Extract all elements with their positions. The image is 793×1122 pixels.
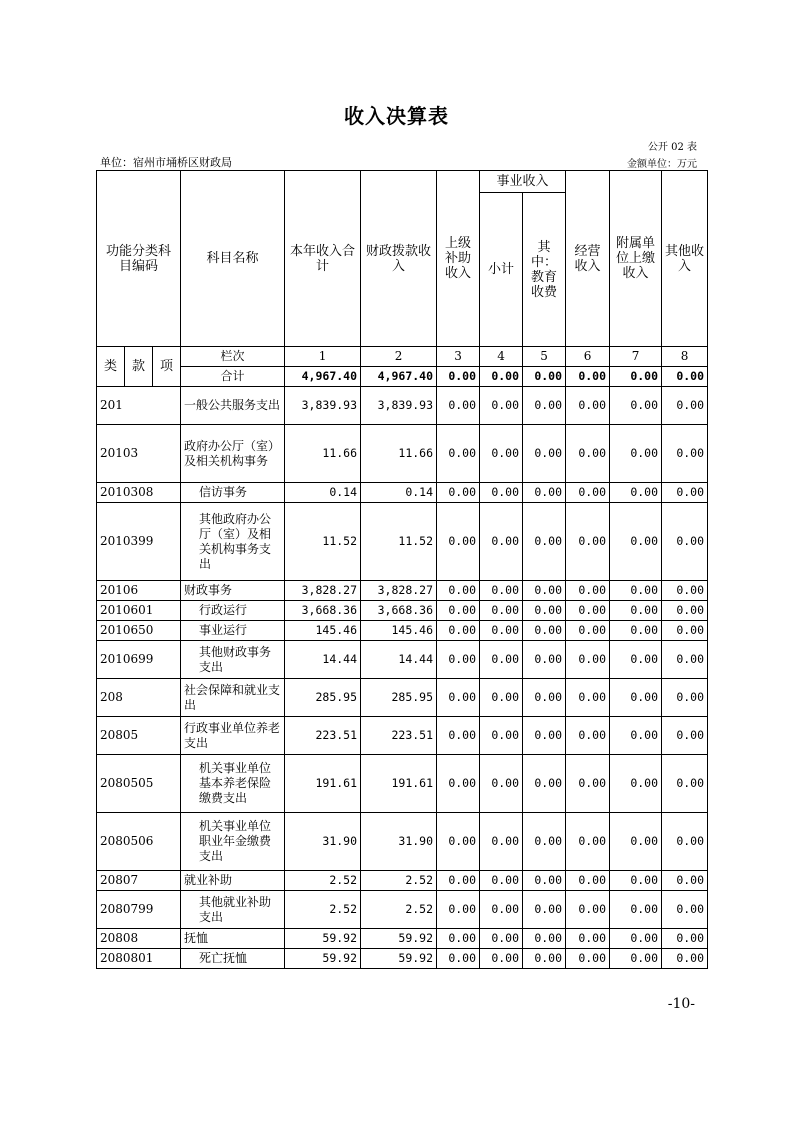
- header-superior: 上级补助收入: [437, 171, 480, 347]
- row-value: 0.00: [566, 717, 610, 755]
- row-value: 0.00: [566, 871, 610, 891]
- col-number-4: 4: [480, 347, 523, 367]
- row-value: 0.00: [523, 813, 566, 871]
- total-value: 0.00: [662, 367, 708, 387]
- header-shiye-group: 事业收入: [480, 171, 566, 193]
- row-value: 2.52: [285, 871, 361, 891]
- row-value: 59.92: [285, 929, 361, 949]
- total-value: 0.00: [523, 367, 566, 387]
- row-value: 0.00: [662, 387, 708, 425]
- row-value: 14.44: [285, 641, 361, 679]
- row-name: 死亡抚恤: [181, 949, 285, 969]
- row-value: 0.00: [662, 891, 708, 929]
- row-value: 11.66: [361, 425, 437, 483]
- row-name: 信访事务: [181, 483, 285, 503]
- row-code: 20808: [97, 929, 181, 949]
- row-code: 20807: [97, 871, 181, 891]
- row-value: 0.00: [566, 601, 610, 621]
- row-value: 0.00: [480, 581, 523, 601]
- page-number: -10-: [667, 996, 695, 1012]
- row-value: 11.52: [361, 503, 437, 581]
- row-value: 0.00: [662, 601, 708, 621]
- header-row-1: [97, 171, 708, 193]
- row-name: 机关事业单位职业年金缴费支出: [181, 813, 285, 871]
- row-value: 0.00: [523, 601, 566, 621]
- income-final-accounts-table: [96, 170, 708, 969]
- table-row: [97, 425, 708, 483]
- row-value: 0.00: [437, 891, 480, 929]
- table-row: [97, 483, 708, 503]
- row-name: 就业补助: [181, 871, 285, 891]
- col-number-8: 8: [662, 347, 708, 367]
- row-value: 0.00: [610, 949, 662, 969]
- form-number: 公开 02 表: [647, 142, 697, 153]
- row-value: 191.61: [285, 755, 361, 813]
- row-value: 11.66: [285, 425, 361, 483]
- row-code: 208: [97, 679, 181, 717]
- row-value: 0.00: [662, 581, 708, 601]
- row-value: 2.52: [285, 891, 361, 929]
- row-code: 2080801: [97, 949, 181, 969]
- table-row: [97, 621, 708, 641]
- row-value: 0.00: [437, 387, 480, 425]
- row-value: 0.00: [662, 425, 708, 483]
- row-value: 0.00: [437, 621, 480, 641]
- row-value: 0.00: [480, 425, 523, 483]
- row-value: 0.00: [610, 717, 662, 755]
- col-number-1: 1: [285, 347, 361, 367]
- row-code: 2080799: [97, 891, 181, 929]
- row-code: 20106: [97, 581, 181, 601]
- header-operating: 经营收入: [566, 171, 610, 347]
- row-value: 0.00: [610, 871, 662, 891]
- total-value: 0.00: [480, 367, 523, 387]
- row-value: 0.00: [610, 813, 662, 871]
- col-number-5: 5: [523, 347, 566, 367]
- row-name: 其他财政事务支出: [181, 641, 285, 679]
- row-value: 0.00: [662, 621, 708, 641]
- row-value: 0.00: [437, 425, 480, 483]
- row-value: 0.00: [662, 871, 708, 891]
- header-row-3: [97, 347, 708, 367]
- row-value: 59.92: [361, 949, 437, 969]
- row-value: 0.00: [480, 601, 523, 621]
- row-value: 3,828.27: [285, 581, 361, 601]
- row-value: 0.00: [566, 425, 610, 483]
- row-value: 0.00: [566, 755, 610, 813]
- row-code: 2010601: [97, 601, 181, 621]
- row-value: 0.00: [566, 679, 610, 717]
- row-value: 3,668.36: [285, 601, 361, 621]
- table-row: [97, 387, 708, 425]
- row-name: 行政运行: [181, 601, 285, 621]
- col-number-2: 2: [361, 347, 437, 367]
- row-code: 2010399: [97, 503, 181, 581]
- row-name: 社会保障和就业支出: [181, 679, 285, 717]
- row-value: 11.52: [285, 503, 361, 581]
- header-affiliated: 附属单位上缴收入: [610, 171, 662, 347]
- row-value: 0.00: [523, 387, 566, 425]
- row-name: 一般公共服务支出: [181, 387, 285, 425]
- row-code: 20103: [97, 425, 181, 483]
- row-value: 223.51: [285, 717, 361, 755]
- row-value: 0.00: [566, 949, 610, 969]
- row-value: 31.90: [361, 813, 437, 871]
- table-row: [97, 871, 708, 891]
- row-value: 0.00: [523, 621, 566, 641]
- reporting-unit: 单位：宿州市埇桥区财政局: [100, 156, 232, 169]
- row-value: 0.00: [480, 891, 523, 929]
- row-name: 抚恤: [181, 929, 285, 949]
- col-number-7: 7: [610, 347, 662, 367]
- row-code: 2080506: [97, 813, 181, 871]
- table-row: [97, 891, 708, 929]
- row-value: 14.44: [361, 641, 437, 679]
- table-row: [97, 601, 708, 621]
- row-value: 0.00: [480, 871, 523, 891]
- row-value: 0.00: [662, 929, 708, 949]
- header-subtotal: 小计: [480, 193, 523, 347]
- row-value: 2.52: [361, 871, 437, 891]
- row-code: 20805: [97, 717, 181, 755]
- row-value: 0.00: [566, 929, 610, 949]
- table-row: [97, 679, 708, 717]
- row-value: 0.00: [566, 483, 610, 503]
- table-row: [97, 581, 708, 601]
- table-row: [97, 717, 708, 755]
- row-value: 0.00: [566, 641, 610, 679]
- row-value: 0.00: [480, 503, 523, 581]
- row-value: 0.00: [480, 717, 523, 755]
- header-name: 科目名称: [181, 171, 285, 347]
- row-name: 其他就业补助支出: [181, 891, 285, 929]
- page-title: 收入决算表: [344, 104, 449, 128]
- row-value: 0.00: [610, 503, 662, 581]
- row-value: 0.00: [437, 581, 480, 601]
- row-code: 2010650: [97, 621, 181, 641]
- row-value: 0.00: [662, 679, 708, 717]
- row-name: 事业运行: [181, 621, 285, 641]
- header-other: 其他收入: [662, 171, 708, 347]
- row-code: 2010308: [97, 483, 181, 503]
- row-value: 0.00: [566, 503, 610, 581]
- row-value: 0.00: [437, 679, 480, 717]
- total-value: 0.00: [437, 367, 480, 387]
- row-value: 0.00: [523, 483, 566, 503]
- row-value: 0.00: [610, 621, 662, 641]
- row-value: 285.95: [361, 679, 437, 717]
- total-value: 0.00: [566, 367, 610, 387]
- table-row: [97, 813, 708, 871]
- row-value: 0.00: [610, 601, 662, 621]
- row-value: 0.14: [361, 483, 437, 503]
- row-value: 0.00: [523, 503, 566, 581]
- row-value: 0.00: [610, 581, 662, 601]
- row-value: 0.00: [662, 813, 708, 871]
- row-name: 财政事务: [181, 581, 285, 601]
- header-xiang: 项: [153, 347, 181, 387]
- row-value: 285.95: [285, 679, 361, 717]
- row-value: 0.00: [480, 641, 523, 679]
- row-value: 0.00: [523, 871, 566, 891]
- col-number-6: 6: [566, 347, 610, 367]
- table-row: [97, 929, 708, 949]
- amount-unit: 金额单位：万元: [627, 159, 697, 170]
- row-value: 0.00: [480, 387, 523, 425]
- row-value: 0.00: [662, 641, 708, 679]
- row-value: 0.00: [610, 483, 662, 503]
- total-row: [97, 367, 708, 387]
- row-name: 行政事业单位养老支出: [181, 717, 285, 755]
- header-edu: 其中：教育收费: [523, 193, 566, 347]
- row-value: 0.00: [523, 755, 566, 813]
- row-value: 0.00: [610, 929, 662, 949]
- row-value: 0.00: [480, 621, 523, 641]
- row-value: 0.00: [437, 483, 480, 503]
- row-value: 0.00: [437, 929, 480, 949]
- row-value: 0.00: [566, 581, 610, 601]
- header-fiscal: 财政拨款收入: [361, 171, 437, 347]
- col-number-3: 3: [437, 347, 480, 367]
- row-value: 0.00: [437, 949, 480, 969]
- total-value: 4,967.40: [285, 367, 361, 387]
- row-value: 0.14: [285, 483, 361, 503]
- row-value: 0.00: [437, 755, 480, 813]
- row-value: 223.51: [361, 717, 437, 755]
- row-value: 3,828.27: [361, 581, 437, 601]
- row-value: 0.00: [662, 949, 708, 969]
- row-value: 0.00: [523, 641, 566, 679]
- row-value: 0.00: [523, 581, 566, 601]
- total-value: 0.00: [610, 367, 662, 387]
- row-value: 0.00: [566, 813, 610, 871]
- row-value: 0.00: [523, 679, 566, 717]
- row-value: 3,839.93: [361, 387, 437, 425]
- row-code: 2010699: [97, 641, 181, 679]
- row-value: 0.00: [610, 755, 662, 813]
- row-value: 0.00: [523, 717, 566, 755]
- row-value: 0.00: [566, 891, 610, 929]
- header-code: 功能分类科目编码: [97, 171, 181, 347]
- header-kuan: 款: [125, 347, 153, 387]
- row-value: 0.00: [523, 949, 566, 969]
- row-value: 0.00: [662, 755, 708, 813]
- row-value: 0.00: [610, 679, 662, 717]
- table-row: [97, 755, 708, 813]
- row-value: 0.00: [523, 929, 566, 949]
- row-value: 0.00: [437, 871, 480, 891]
- row-value: 0.00: [437, 717, 480, 755]
- row-value: 59.92: [285, 949, 361, 969]
- row-value: 0.00: [662, 503, 708, 581]
- row-name: 机关事业单位基本养老保险缴费支出: [181, 755, 285, 813]
- header-total: 本年收入合计: [285, 171, 361, 347]
- table-row: [97, 949, 708, 969]
- row-value: 0.00: [662, 717, 708, 755]
- row-value: 0.00: [480, 949, 523, 969]
- row-value: 0.00: [610, 425, 662, 483]
- row-value: 3,668.36: [361, 601, 437, 621]
- row-value: 0.00: [523, 891, 566, 929]
- total-value: 4,967.40: [361, 367, 437, 387]
- row-code: 201: [97, 387, 181, 425]
- table-row: [97, 503, 708, 581]
- row-value: 0.00: [610, 891, 662, 929]
- row-value: 0.00: [480, 813, 523, 871]
- table-row: [97, 641, 708, 679]
- row-value: 3,839.93: [285, 387, 361, 425]
- row-value: 145.46: [285, 621, 361, 641]
- row-value: 0.00: [437, 503, 480, 581]
- row-value: 0.00: [480, 929, 523, 949]
- total-label: 合计: [181, 367, 285, 387]
- row-value: 0.00: [610, 387, 662, 425]
- row-value: 145.46: [361, 621, 437, 641]
- row-value: 191.61: [361, 755, 437, 813]
- row-value: 0.00: [480, 755, 523, 813]
- row-name: 其他政府办公厅（室）及相关机构事务支出: [181, 503, 285, 581]
- row-value: 0.00: [566, 387, 610, 425]
- row-value: 0.00: [437, 813, 480, 871]
- row-value: 0.00: [437, 601, 480, 621]
- row-value: 0.00: [566, 621, 610, 641]
- row-value: 0.00: [662, 483, 708, 503]
- row-value: 2.52: [361, 891, 437, 929]
- row-value: 0.00: [480, 679, 523, 717]
- row-code: 2080505: [97, 755, 181, 813]
- row-value: 59.92: [361, 929, 437, 949]
- row-value: 0.00: [480, 483, 523, 503]
- row-value: 31.90: [285, 813, 361, 871]
- row-value: 0.00: [610, 641, 662, 679]
- row-name: 政府办公厅（室）及相关机构事务: [181, 425, 285, 483]
- header-lanci: 栏次: [181, 347, 285, 367]
- header-lei: 类: [97, 347, 125, 387]
- row-value: 0.00: [437, 641, 480, 679]
- row-value: 0.00: [523, 425, 566, 483]
